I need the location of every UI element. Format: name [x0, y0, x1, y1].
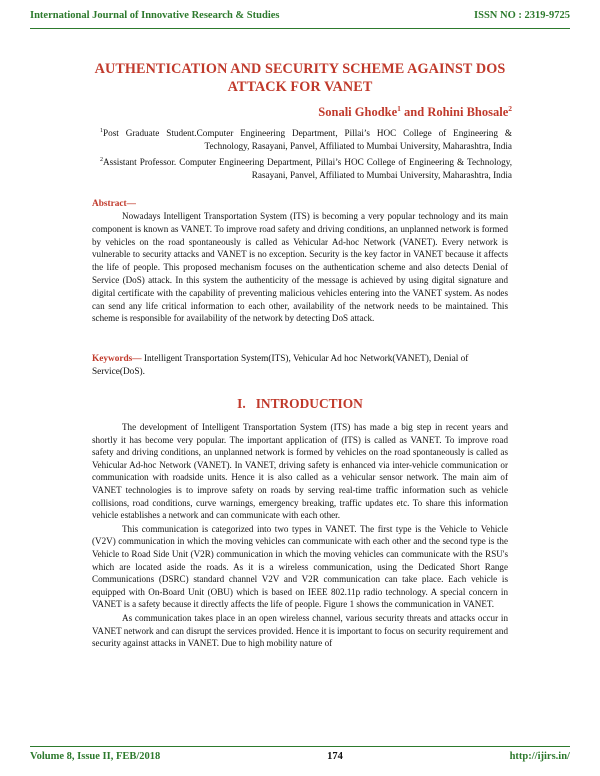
- abstract-heading: Abstract—: [92, 199, 136, 209]
- abstract-text: Nowadays Intelligent Transportation System (ITS) is becoming a very popular technology and its main component is known as VANET. To improve road safety and driving conditions, an unplanned network is formed by vehicles on the road spontaneously is called as Vehicular Ad-hoc Network (VANET). Every network is vulnerable to security attacks and VANET is no exception. Security is the key factor in VANET because it affects the life of people. This proposed mechanism focuses on the authentication scheme and also detects Denial of Service (DoS) attack. In this system the authenticity of the message is achieved by using digital signature and digital certificate with the capability of preventing malicious vehicles entering into the VANET system. As nodes can send any life critical information to each other, availability of the network needs to be maintained. This scheme is responsible for availability of the network by detecting DoS attack.: [92, 211, 508, 324]
- header-divider: [30, 28, 570, 29]
- paper-title: AUTHENTICATION AND SECURITY SCHEME AGAINST DOS ATTACK FOR VANET: [94, 61, 506, 95]
- intro-paragraph-3: As communication takes place in an open wireless channel, various security threats and attacks occur in VANET network and can disrupt the services provided. Hence it is important to focus on security requirement and security against attacks in VANET. Due to high mobility nature of: [92, 612, 508, 649]
- keywords-text: Intelligent Transportation System(ITS), Vehicular Ad hoc Network(VANET), Denial of Service(DoS).: [92, 354, 469, 377]
- author-2-name: Rohini Bhosale: [427, 105, 509, 120]
- section-title: INTRODUCTION: [255, 396, 363, 411]
- intro-paragraph-1: The development of Intelligent Transportation System (ITS) has made a big step in recent years and shortly it has become very popular. The important application of (ITS) is called as VANET. To improve road safety and driving conditions, an unplanned network is formed by vehicles on the road spontaneously is called as Vehicular Ad-hoc Network (VANET). In VANET, driving safety is enhanced via inter-vehicle communication or communication with roadside units. Hence it is also called as a vehicular sensor network. The main aim of VANET technologies is to improve safety on roads by serving real-time traffic information such as vehicle collisions, road conditions, curve warnings, emergency breaking, traffic updates etc. To share this information vehicle establishes a network and can communicate with each other.: [92, 422, 508, 521]
- affiliations: [100, 125, 512, 183]
- affiliation-1-text: Post Graduate Student.Computer Engineering Department, Pillai’s HOC College of Engineering & Technology, Rasayani, Panvel, Affiliated to Mumbai University, Maharashtra, India: [103, 128, 512, 152]
- affiliation-1-sup: 1: [100, 128, 103, 134]
- running-header: [30, 10, 570, 21]
- volume-issue: Volume 8, Issue II, FEB/2018: [30, 751, 161, 762]
- author-1-sup: 1: [397, 104, 401, 113]
- affiliation-2: [100, 154, 512, 182]
- author-2-sup: 2: [508, 104, 512, 113]
- keywords-label: Keywords—: [92, 354, 142, 364]
- journal-name: International Journal of Innovative Research & Studies: [30, 10, 280, 21]
- introduction-body: [92, 421, 508, 651]
- page-number: 174: [327, 751, 343, 762]
- section-number: I.: [237, 396, 246, 411]
- affiliation-2-text: Assistant Professor. Computer Engineering Department, Pillai’s HOC College of Engineering & Technology, Rasayani, Panvel, Affiliated to Mumbai University, Maharashtra, India: [103, 157, 512, 181]
- affiliation-2-sup: 2: [100, 157, 103, 164]
- author-line: [318, 104, 512, 120]
- author-conjunction: and: [400, 105, 428, 120]
- affiliation-1: [100, 125, 512, 153]
- author-1-name: Sonali Ghodke: [318, 105, 398, 120]
- journal-url[interactable]: http://ijirs.in/: [509, 751, 570, 762]
- intro-paragraph-2: This communication is categorized into two types in VANET. The first type is the Vehicle to Vehicle (V2V) communication in which the moving vehicles can communicate with each other and the second type is the Vehicle to Road Side Unit (V2R) communication in which the moving vehicles can communicate with the RSU's which are located aside the roads. As it is a wireless communication, using the Dedicated Short Range Communications (DSRC) standard channel V2V and V2R communication can take place. Each vehicle is equipped with On-Board Unit (OBU) which is based on IEEE 802.11p radio technology. A special concern in VANET is a safety because it directly affects the life of people. Figure 1 shows the communication in VANET.: [92, 523, 508, 610]
- keywords: [92, 353, 508, 379]
- section-heading-introduction: [0, 396, 600, 412]
- issn-number: ISSN NO : 2319-9725: [474, 10, 570, 21]
- running-footer: [30, 751, 570, 762]
- footer-divider: [30, 746, 570, 747]
